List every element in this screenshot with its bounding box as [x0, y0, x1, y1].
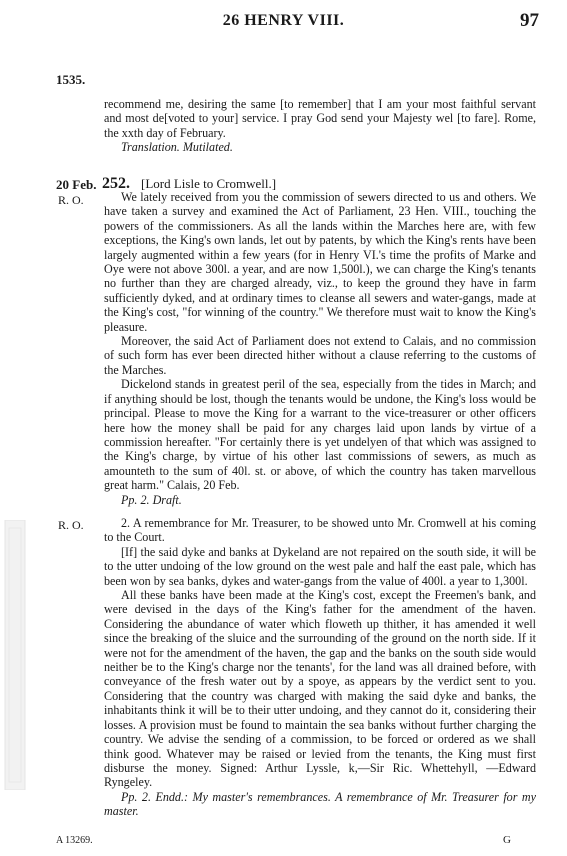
footer-signature-mark: A 13269. [56, 835, 93, 846]
entry-number: 252. [102, 175, 130, 192]
continuation-text: recommend me, desiring the same [to remember] that I am your most faithful servant and most de[voted to your] service. I pray God send your Majesty wel [to fare]. Rome, the xxth day of February. [104, 97, 536, 140]
remembrance-paragraph: [If] the said dyke and banks at Dykeland are not repaired on the south side, it will be to the utter undoing of the low ground on the west pale and half the east pale, which has been won by sea banks, dykes and water-gangs from the value of 400l. a year to 1,300l. [104, 544, 536, 588]
remembrance-body [104, 516, 536, 819]
margin-stamp-watermark [2, 520, 28, 790]
entry-note: Pp. 2. Draft. [121, 492, 182, 507]
remembrance-note: Pp. 2. Endd.: My master's remembrances. A remembrance of Mr. Treasurer for my master. [104, 789, 536, 819]
entry-body [104, 190, 536, 507]
entry-title: [Lord Lisle to Cromwell.] [141, 176, 277, 191]
entry-paragraph: Moreover, the said Act of Parliament does not extend to Calais, and no commission of such form has ever been directed hither without a clause referring to the customs of the Marches. [104, 334, 536, 377]
margin-year: 1535. [56, 72, 86, 87]
continuation-block [104, 97, 536, 155]
source-ro-2: R. O. [58, 518, 84, 532]
source-ro-1: R. O. [58, 193, 84, 207]
remembrance-paragraph: 2. A remembrance for Mr. Treasurer, to be showed unto Mr. Cromwell at his coming to the Court. [104, 516, 536, 545]
running-header-title: 26 HENRY VIII. [222, 12, 345, 29]
entry-date: 20 Feb. [56, 177, 97, 192]
entry-paragraph: Dickelond stands in greatest peril of the sea, especially from the tides in March; and if anything should be lost, though the tenants would be undone, the King's loss would be principal. Please to move the King for a warrant to the vice-treasurer or other officers here how the money shall be paid for any charges laid upon lands by virtue of a commission hereafter. "For certainly there is yet undelyen of that which was assigned to the King's charge, by virtue of his other last commissions of sewers, as much as amounteth to the sum of 40l. st. or above, of which the country has taken marvellous great harm." Calais, 20 Feb. [104, 377, 536, 493]
remembrance-paragraph: All these banks have been made at the King's cost, except the Freemen's bank, and were devised in the days of the King's father for the amendment of the haven. Considering the abundance of water which floweth up thither, it has amended it well since the breaking of the sluice and the surrounding of the ground on the north side. If it were not for the amendment of the haven, the gap and the banks on the south side would neither be to the King's charge nor the tenants', for the land was all drained before, with conveyance of the fresh water out by a spoye, as appears by the verdict sent to you. Considering that the country was charged with making the said dyke and banks, the inhabitants think it will be to their utter undoing, and they cannot do it, considering their losses. A provision must be found to maintain the sea banks without further charging the country. We advise the sending of a commission, to be forced or ordered as we shall think good. Whatever may be raised or levied from the tenants, the King must first disburse the money. Signed: Arthur Lyssle, k,—Sir Ric. Whettehyll, —Edward Ryngeley. [104, 588, 536, 790]
footer-gathering-letter: G [503, 834, 511, 846]
entry-paragraph: We lately received from you the commission of sewers directed to us and others. We have taken a survey and examined the Act of Parliament, 23 Hen. VIII., touching the powers of the commissioners. As all the lands within the Marches here are, with few exceptions, the King's own lands, let out by patents, by which the King's rents have been largely augmented within a few years (for in Henry VI.'s time the profits of Marke and Oye were not above 300l. a year, and are now 1,500l.), we can charge the King's tenants no further than they are charged already, viz., to keep the ground they have in farm sufficiently dyked, and at ordinary times to cleanse all sewers and water-gangs, made at the King's cost, "for winning of the country." We therefore must wait to know the King's pleasure. [104, 190, 536, 334]
page-number: 97 [520, 10, 539, 31]
continuation-note: Translation. Mutilated. [121, 140, 233, 155]
